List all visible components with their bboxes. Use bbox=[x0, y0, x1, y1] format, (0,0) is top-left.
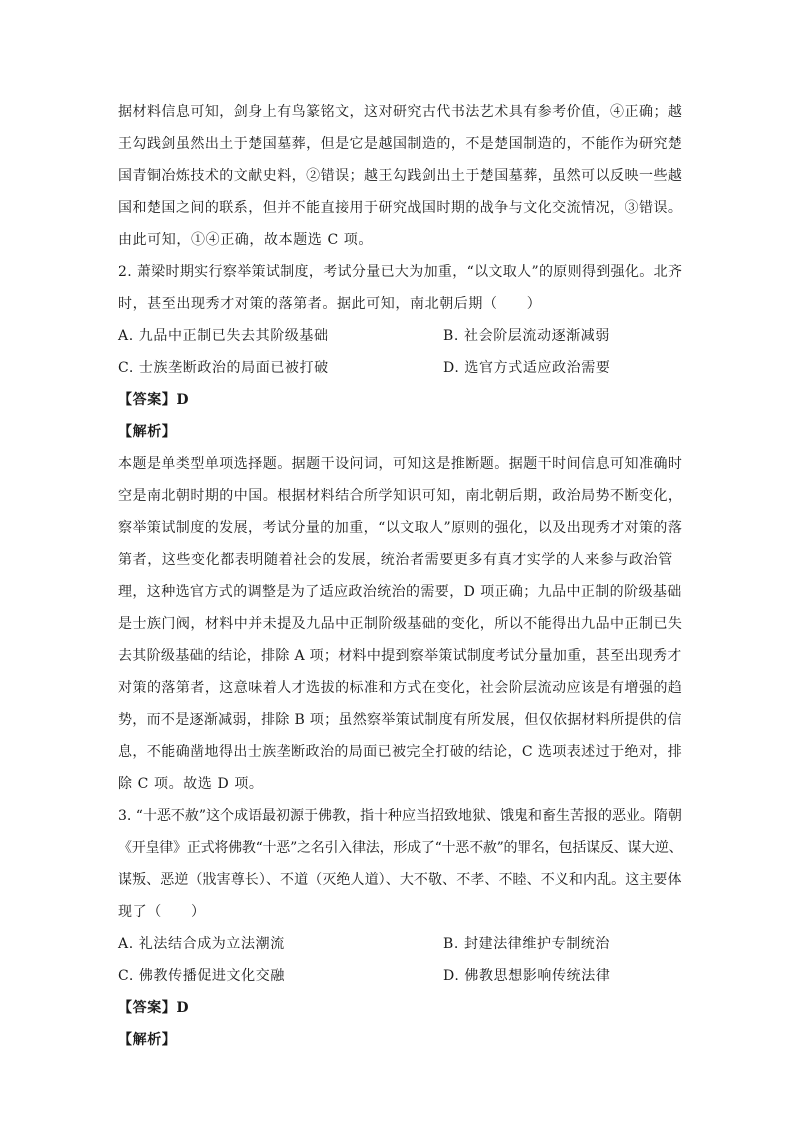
analysis-line: 据材料信息可知，剑身上有鸟篆铭文，这对研究古代书法艺术具有参考价值，④正确；越 bbox=[118, 104, 683, 120]
question-3-stem: 谋叛、恶逆（戕害尊长）、不道（灭绝人道）、大不敬、不孝、不睦、不义和内乱。这主要体 bbox=[118, 872, 682, 888]
analysis-line: 王勾践剑虽然出土于楚国墓葬，但是它是越国制造的，不是楚国制造的，不能作为研究楚 bbox=[118, 136, 683, 152]
question-2-stem: 时，甚至出现秀才对策的落第者。据此可知，南北朝后期（ ） bbox=[118, 296, 542, 312]
question-2-option-b: B. 社会阶层流动逐渐减弱 bbox=[443, 328, 610, 344]
question-3-option-a: A. 礼法结合成为立法潮流 bbox=[118, 936, 285, 952]
question-2-option-c: C. 士族垄断政治的局面已被打破 bbox=[118, 360, 329, 376]
question-2-analysis-line: 息，不能确凿地得出士族垄断政治的局面已被完全打破的结论，C 选项表述过于绝对，排 bbox=[118, 744, 683, 760]
question-3-stem: 3. “十恶不赦”这个成语最初源于佛教，指十种应当招致地狱、饿鬼和畜生苦报的恶业。隋朝 bbox=[118, 808, 682, 824]
question-2-option-d: D. 选官方式适应政治需要 bbox=[443, 360, 611, 376]
question-2-analysis-line: 空是南北朝时期的中国。根据材料结合所学知识可知，南北朝后期，政治局势不断变化， bbox=[118, 488, 683, 504]
question-3-option-d: D. 佛教思想影响传统法律 bbox=[443, 968, 611, 984]
question-2-analysis-line: 是士族门阀，材料中并未提及九品中正制阶级基础的变化，所以不能得出九品中正制已失 bbox=[118, 616, 683, 632]
question-2-stem: 2. 萧梁时期实行察举策试制度，考试分量已大为加重，“以文取人”的原则得到强化。北齐 bbox=[118, 264, 683, 280]
question-2-analysis-line: 第者，这些变化都表明随着社会的发展，统治者需要更多有真才实学的人来参与政治管 bbox=[118, 552, 673, 568]
question-2-analysis-line: 除 C 项。故选 D 项。 bbox=[118, 776, 264, 792]
analysis-line: 由此可知，①④正确，故本题选 C 项。 bbox=[118, 232, 374, 248]
analysis-line: 国和楚国之间的联系，但并不能直接用于研究战国时期的战争与文化交流情况，③错误。 bbox=[118, 200, 683, 216]
question-2-analysis-title: 【解析】 bbox=[118, 424, 177, 440]
question-2-option-a: A. 九品中正制已失去其阶级基础 bbox=[118, 328, 329, 344]
question-2-analysis-line: 理，这种选官方式的调整是为了适应政治统治的需要，D 项正确；九品中正制的阶级基础 bbox=[118, 584, 682, 600]
question-3-answer: 【答案】D bbox=[118, 1000, 190, 1016]
question-2-analysis-line: 本题是单类型单项选择题。据题干设问词，可知这是推断题。据题干时间信息可知准确时 bbox=[118, 456, 683, 472]
question-2-analysis-line: 去其阶级基础的结论，排除 A 项；材料中提到察举策试制度考试分量加重，甚至出现秀才 bbox=[118, 648, 682, 664]
question-2-analysis-line: 势，而不是逐渐减弱，排除 B 项；虽然察举策试制度有所发展，但仅依据材料所提供的信 bbox=[118, 712, 682, 728]
question-2-analysis-line: 对策的落第者，这意味着人才选拔的标准和方式在变化，社会阶层流动应该是有增强的趋 bbox=[118, 680, 683, 696]
question-3-analysis-title: 【解析】 bbox=[118, 1032, 177, 1048]
analysis-line: 国青铜冶炼技术的文献史料，②错误；越王勾践剑出土于楚国墓葬，虽然可以反映一些越 bbox=[118, 168, 683, 184]
question-3-option-b: B. 封建法律维护专制统治 bbox=[443, 936, 610, 952]
question-2-answer: 【答案】D bbox=[118, 392, 190, 408]
question-3-option-c: C. 佛教传播促进文化交融 bbox=[118, 968, 285, 984]
question-3-stem: 现了（ ） bbox=[118, 904, 206, 920]
question-3-stem: 《开皇律》正式将佛教“十恶”之名引入律法，形成了“十恶不赦”的罪名，包括谋反、谋大逆、 bbox=[118, 840, 683, 856]
question-2-analysis-line: 察举策试制度的发展，考试分量的加重，“以文取人”原则的强化，以及出现秀才对策的落 bbox=[118, 520, 683, 536]
